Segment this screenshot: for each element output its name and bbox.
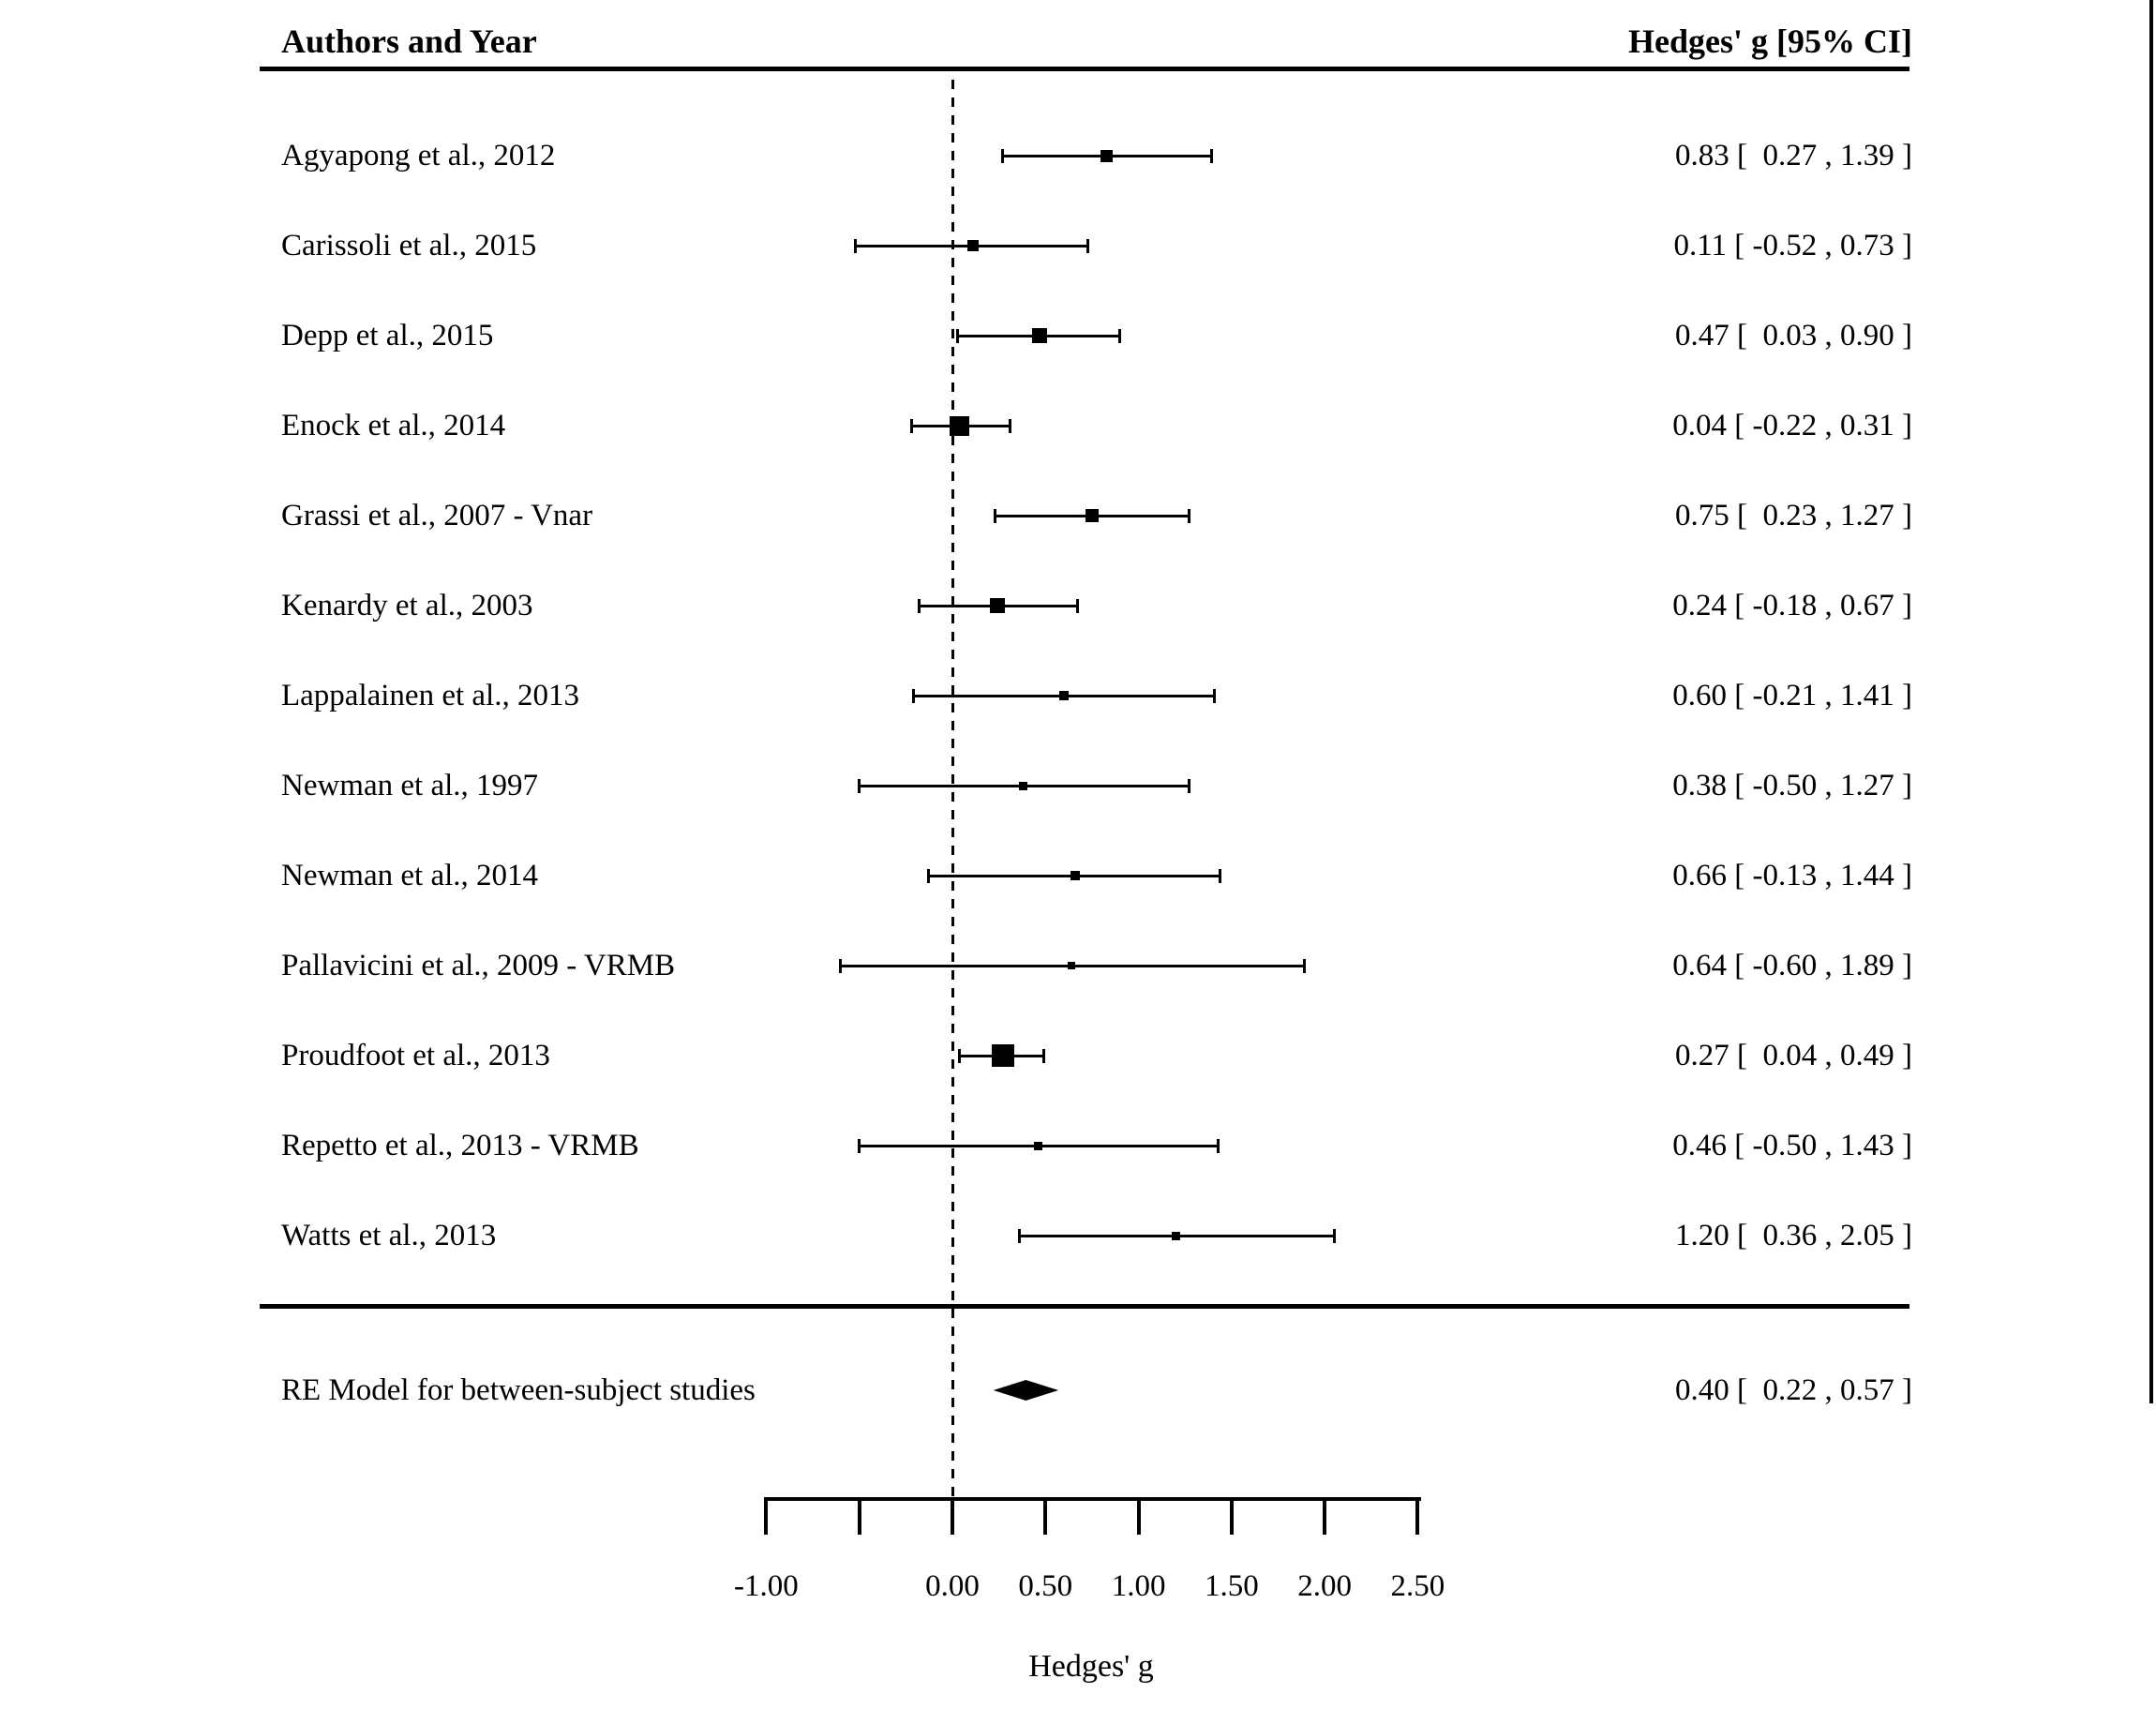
ci-cap-high	[1188, 779, 1190, 793]
ci-cap-low	[858, 1139, 861, 1153]
x-axis-tick-label: -1.00	[734, 1569, 799, 1603]
ci-cap-low	[927, 869, 930, 883]
effect-size-marker	[1059, 691, 1069, 700]
study-estimate: 0.46 [ -0.50 , 1.43 ]	[1672, 1129, 1912, 1162]
ci-cap-high	[1009, 419, 1011, 433]
ci-cap-high	[1213, 689, 1216, 703]
x-axis-tick	[951, 1497, 954, 1535]
x-axis-tick	[1137, 1497, 1141, 1535]
ci-cap-low	[956, 329, 959, 343]
study-estimate: 1.20 [ 0.36 , 2.05 ]	[1675, 1219, 1912, 1252]
study-estimate: 0.11 [ -0.52 , 0.73 ]	[1673, 229, 1912, 262]
effect-size-marker	[1100, 150, 1113, 162]
study-estimate: 0.64 [ -0.60 , 1.89 ]	[1672, 949, 1912, 982]
ci-cap-high	[1086, 239, 1089, 253]
study-label: Repetto et al., 2013 - VRMB	[281, 1129, 639, 1162]
study-label: Agyapong et al., 2012	[281, 139, 556, 172]
study-estimate: 0.27 [ 0.04 , 0.49 ]	[1675, 1039, 1912, 1072]
effect-size-marker	[990, 598, 1005, 613]
ci-cap-high	[1210, 149, 1213, 163]
zero-reference-line	[951, 80, 954, 1497]
ci-cap-low	[1018, 1229, 1021, 1243]
effect-size-marker	[1068, 962, 1075, 969]
ci-cap-high	[1303, 959, 1306, 973]
x-axis-tick-label: 0.00	[925, 1569, 980, 1603]
header-underline	[260, 67, 1909, 71]
summary-diamond	[994, 1380, 1058, 1401]
x-axis-tick	[858, 1497, 861, 1535]
study-estimate: 0.66 [ -0.13 , 1.44 ]	[1672, 859, 1912, 892]
x-axis-tick	[1043, 1497, 1047, 1535]
study-label: Grassi et al., 2007 - Vnar	[281, 499, 593, 532]
column-header-authors: Authors and Year	[281, 22, 537, 60]
ci-cap-low	[839, 959, 842, 973]
study-label: Lappalainen et al., 2013	[281, 679, 579, 712]
summary-label: RE Model for between-subject studies	[281, 1373, 756, 1407]
x-axis-tick-label: 2.00	[1297, 1569, 1352, 1603]
ci-cap-low	[1001, 149, 1004, 163]
study-estimate: 0.38 [ -0.50 , 1.27 ]	[1672, 769, 1912, 802]
ci-cap-low	[994, 509, 996, 523]
study-estimate: 0.60 [ -0.21 , 1.41 ]	[1672, 679, 1912, 712]
study-label: Kenardy et al., 2003	[281, 589, 533, 622]
x-axis-tick-label: 1.00	[1111, 1569, 1166, 1603]
ci-cap-low	[854, 239, 857, 253]
ci-cap-high	[1042, 1049, 1045, 1063]
study-estimate: 0.04 [ -0.22 , 0.31 ]	[1672, 409, 1912, 442]
summary-separator-line	[260, 1304, 1909, 1309]
study-label: Carissoli et al., 2015	[281, 229, 537, 262]
ci-cap-high	[1333, 1229, 1336, 1243]
effect-size-marker	[1034, 1142, 1042, 1150]
ci-cap-low	[958, 1049, 961, 1063]
effect-size-marker	[992, 1044, 1014, 1067]
study-label: Pallavicini et al., 2009 - VRMB	[281, 949, 676, 982]
x-axis-tick-label: 1.50	[1204, 1569, 1259, 1603]
study-label: Enock et al., 2014	[281, 409, 506, 442]
ci-cap-low	[918, 599, 921, 613]
ci-cap-low	[910, 419, 913, 433]
ci-cap-high	[1217, 1139, 1220, 1153]
summary-estimate: 0.40 [ 0.22 , 0.57 ]	[1675, 1373, 1912, 1407]
ci-cap-low	[912, 689, 915, 703]
effect-size-marker	[1085, 509, 1099, 522]
x-axis-tick	[1415, 1497, 1419, 1535]
study-label: Proudfoot et al., 2013	[281, 1039, 550, 1072]
effect-size-marker	[1019, 782, 1027, 790]
column-header-ci: Hedges' g [95% CI]	[1628, 22, 1912, 60]
study-estimate: 0.75 [ 0.23 , 1.27 ]	[1675, 499, 1912, 532]
study-estimate: 0.83 [ 0.27 , 1.39 ]	[1675, 139, 1912, 172]
x-axis-tick-label: 2.50	[1390, 1569, 1445, 1603]
effect-size-marker	[1032, 328, 1047, 343]
ci-cap-high	[1188, 509, 1190, 523]
x-axis-tick-label: 0.50	[1018, 1569, 1073, 1603]
x-axis-title: Hedges' g	[1028, 1649, 1154, 1684]
effect-size-marker	[1071, 871, 1080, 880]
figure-right-border	[2149, 0, 2153, 1403]
x-axis-tick	[1230, 1497, 1234, 1535]
x-axis-tick	[1323, 1497, 1326, 1535]
x-axis-tick	[764, 1497, 768, 1535]
ci-cap-high	[1219, 869, 1221, 883]
study-label: Newman et al., 1997	[281, 769, 539, 802]
study-label: Newman et al., 2014	[281, 859, 539, 892]
study-estimate: 0.47 [ 0.03 , 0.90 ]	[1675, 319, 1912, 352]
study-estimate: 0.24 [ -0.18 , 0.67 ]	[1672, 589, 1912, 622]
ci-cap-high	[1076, 599, 1079, 613]
study-label: Watts et al., 2013	[281, 1219, 497, 1252]
study-label: Depp et al., 2015	[281, 319, 494, 352]
effect-size-marker	[950, 416, 969, 436]
ci-cap-low	[858, 779, 861, 793]
effect-size-marker	[1172, 1232, 1180, 1240]
effect-size-marker	[967, 240, 979, 251]
ci-cap-high	[1118, 329, 1121, 343]
